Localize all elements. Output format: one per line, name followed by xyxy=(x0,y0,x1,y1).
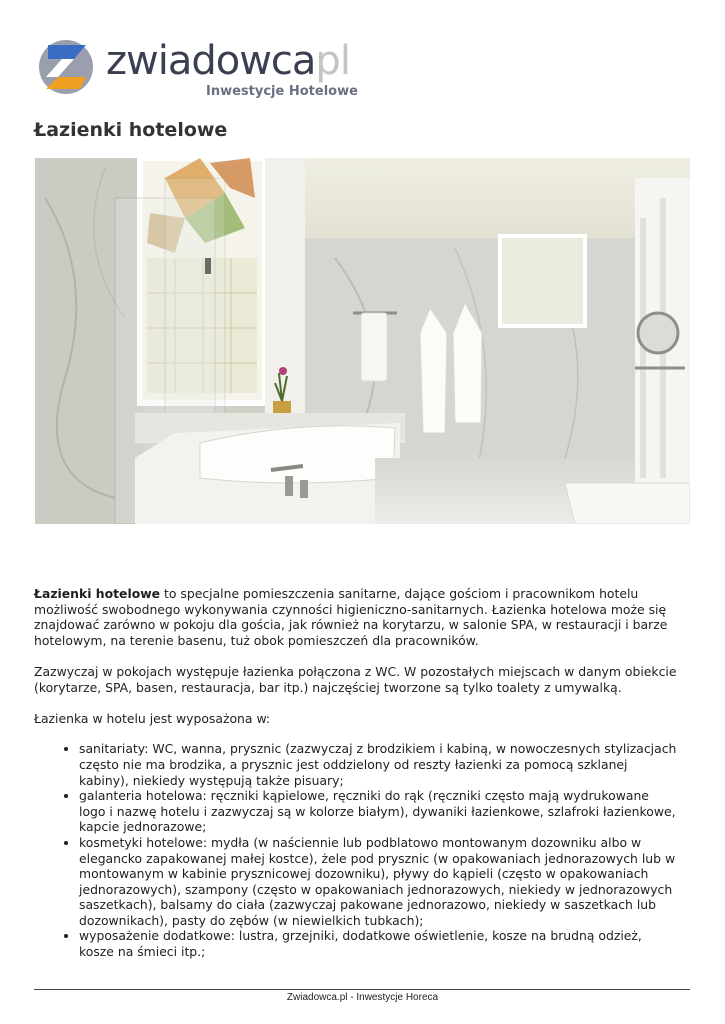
site-logo[interactable] xyxy=(34,33,414,105)
list-item: • sanitariaty: WC, wanna, prysznic (zazwyczaj z brodzikiem i kabiną, w nowoczesnych stylizacjach często nie ma brodzika, a prysznic jest oddzielony od reszty łazienki za pomocą szklanej kabiny), niekiedy występują także pisuary; xyxy=(79,741,679,788)
article-paragraph-1 xyxy=(34,586,679,648)
footer-text: Zwiadowca.pl - Inwestycje Horeca xyxy=(286,992,439,1003)
list-item: • galanteria hotelowa: ręczniki kąpielowe, ręczniki do rąk (ręczniki często mają wydrukowane logo i nazwę hotelu i zazwyczaj są w kolorze białym), dywaniki łazienkowe, szlafroki łazienkowe, kapcie jednorazowe; xyxy=(79,788,679,835)
equipment-list xyxy=(34,741,679,959)
logo-z-mark-icon xyxy=(34,33,98,97)
article-lead-term: Łazienki hotelowe xyxy=(34,586,161,601)
article-body xyxy=(34,586,679,960)
list-item: • kosmetyki hotelowe: mydła (w naściennie lub podblatowo montowanym dozowniku albo w elegancko zapakowanej małej kostce), żele pod prysznic (w opakowaniach jednorazowych lub w montowanym w kabinie prysznicowej dozowniku), pływy do kąpieli (często w opakowaniach jednorazowych), szampony (często w opakowaniach jednorazowych, niekiedy w jednorazowych saszetkach), balsamy do ciała (zazwyczaj pakowane jednorazowo, niekiedy w saszetkach lub dozownikach), pasty do zębów (w niewielkich tubkach); xyxy=(79,835,679,929)
logo-brand-tld: pl xyxy=(315,38,350,84)
logo-tagline: Inwestycje Hotelowe xyxy=(206,84,358,99)
bathroom-photo xyxy=(35,158,690,524)
bathroom-illustration xyxy=(35,158,690,524)
page-title: Łazienki hotelowe xyxy=(34,119,228,141)
article-paragraph-3: Łazienka w hotelu jest wyposażona w: xyxy=(34,710,271,726)
logo-brand-main: zwiadowca xyxy=(106,38,316,84)
logo-wordmark xyxy=(106,37,350,85)
list-item: • wyposażenie dodatkowe: lustra, grzejniki, dodatkowe oświetlenie, kosze na brudną odzież, kosze na śmieci itp.; xyxy=(79,928,679,959)
footer-divider xyxy=(34,989,690,990)
article-paragraph-1-text: to specjalne pomieszczenia sanitarne, dające gościom i pracownikom hotelu możliwość swobodnego wykonywania czynności higieniczno-sanitarnych. Łazienka hotelowa może się znajdować zarówno w pokoju dla gościa, jak również na korytarzu, w salonie SPA, w restauracji i barze hotelowym, na terenie basenu, tuż obok pomieszczeń dla pracowników. xyxy=(34,586,668,648)
article-paragraph-2: Zazwyczaj w pokojach występuje łazienka połączona z WC. W pozostałych miejscach w danym obiekcie (korytarze, SPA, basen, restauracja, bar itp.) najczęściej tworzone są tylko toalety z umywalką. xyxy=(34,663,677,695)
